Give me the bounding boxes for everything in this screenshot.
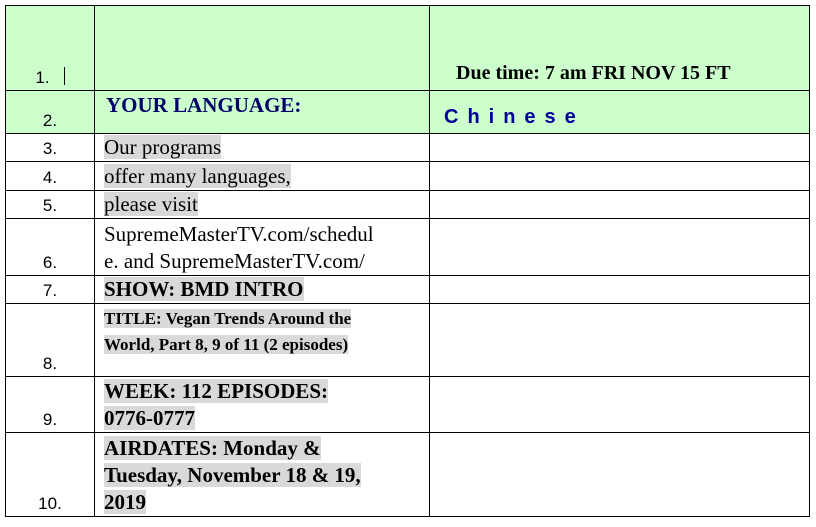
- text-cursor: [64, 67, 65, 85]
- row-number: 1.: [6, 6, 95, 91]
- source-cell[interactable]: [95, 162, 430, 191]
- table-row: [6, 91, 810, 134]
- source-cell[interactable]: [95, 134, 430, 162]
- source-cell[interactable]: [95, 191, 430, 219]
- source-text: offer many languages,: [104, 164, 291, 188]
- row-number: 9.: [6, 377, 95, 433]
- source-cell[interactable]: [95, 276, 430, 304]
- table-row: [6, 134, 810, 162]
- source-text-line: 2019: [104, 490, 146, 514]
- translation-cell[interactable]: [430, 219, 810, 276]
- source-text-line: TITLE: Vegan Trends Around the: [104, 309, 352, 328]
- translation-cell[interactable]: [430, 162, 810, 191]
- row-number: 5.: [6, 191, 95, 219]
- row-number: 2.: [6, 91, 95, 134]
- translation-cell[interactable]: [430, 276, 810, 304]
- source-text-line: World, Part 8, 9 of 11 (2 episodes): [104, 335, 349, 354]
- source-text: SHOW: BMD INTRO: [104, 277, 304, 301]
- translation-cell[interactable]: [430, 304, 810, 377]
- language-value[interactable]: Chinese: [430, 91, 810, 134]
- translation-cell[interactable]: [430, 191, 810, 219]
- source-text-line: 0776-0777: [104, 406, 195, 430]
- source-cell[interactable]: [95, 304, 430, 377]
- table-row: [6, 433, 810, 517]
- table-row: [6, 191, 810, 219]
- source-cell[interactable]: [95, 433, 430, 517]
- translation-cell[interactable]: [430, 377, 810, 433]
- source-text: Our programs: [104, 135, 222, 159]
- translation-cell[interactable]: [430, 433, 810, 517]
- source-text: please visit: [104, 192, 198, 216]
- row-number: 7.: [6, 276, 95, 304]
- row-number: 6.: [6, 219, 95, 276]
- source-text-line: SupremeMasterTV.com/schedul: [104, 222, 374, 246]
- due-time: Due time: 7 am FRI NOV 15 FT: [430, 6, 810, 91]
- source-cell[interactable]: [95, 6, 430, 91]
- language-label: YOUR LANGUAGE:: [95, 91, 430, 134]
- row-number: 3.: [6, 134, 95, 162]
- row-number: 4.: [6, 162, 95, 191]
- translation-cell[interactable]: [430, 134, 810, 162]
- table-row: [6, 6, 810, 91]
- table-row: [6, 162, 810, 191]
- source-cell[interactable]: [95, 219, 430, 276]
- row-number: 8.: [6, 304, 95, 377]
- source-text-line: AIRDATES: Monday &: [104, 436, 321, 460]
- source-text-line: Tuesday, November 18 & 19,: [104, 463, 361, 487]
- source-text-line: WEEK: 112 EPISODES:: [104, 379, 329, 403]
- script-table: [5, 5, 810, 517]
- row-number: 10.: [6, 433, 95, 517]
- table-row: [6, 219, 810, 276]
- source-cell[interactable]: [95, 377, 430, 433]
- table-row: [6, 276, 810, 304]
- source-text-line: e. and SupremeMasterTV.com/: [104, 249, 365, 273]
- table-row: [6, 377, 810, 433]
- table-row: [6, 304, 810, 377]
